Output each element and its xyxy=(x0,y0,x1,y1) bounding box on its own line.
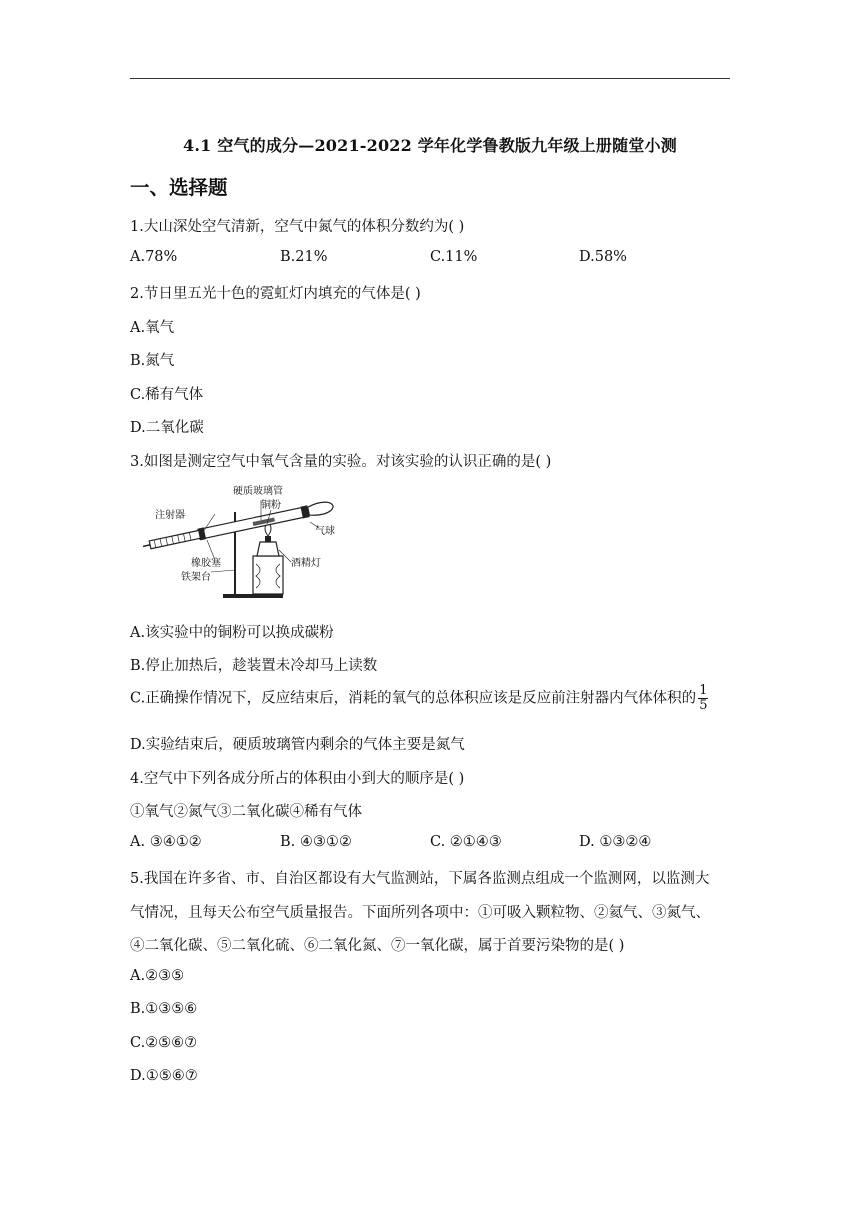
q4-option-b: B. ④③①② xyxy=(280,834,352,850)
balloon xyxy=(307,500,334,517)
q5-option-d: D.①⑤⑥⑦ xyxy=(130,1068,198,1084)
stopper-leader xyxy=(207,540,215,560)
label-tube: 硬质玻璃管 xyxy=(233,486,283,497)
stand-leader xyxy=(211,570,235,572)
q4-option-d: D. ①③②④ xyxy=(579,834,652,850)
question-5-stem-line-3: ④二氧化碳、⑤二氧化硫、⑥二氧化氮、⑦一氧化碳，属于首要污染物的是( ) xyxy=(130,938,625,954)
label-stopper: 橡胶塞 xyxy=(191,558,221,569)
q2-option-c: C.稀有气体 xyxy=(130,387,204,403)
q5-option-b: B.①③⑤⑥ xyxy=(130,1001,198,1017)
question-1-stem: 1.大山深处空气清新，空气中氮气的体积分数约为( ) xyxy=(130,219,465,235)
syringe-plunger xyxy=(143,545,150,548)
apparatus-figure xyxy=(143,484,353,602)
document-title: 4.1 空气的成分—2021-2022 学年化学鲁教版九年级上册随堂小测 xyxy=(183,136,677,155)
q1-option-a: A.78% xyxy=(130,249,178,265)
label-lamp: 酒精灯 xyxy=(291,558,321,569)
glass-tube-group xyxy=(143,500,334,553)
question-4-stem: 4.空气中下列各成分所占的体积由小到大的顺序是( ) xyxy=(130,771,465,787)
alcohol-lamp-wick xyxy=(265,536,271,542)
fraction-denominator: 5 xyxy=(699,698,708,713)
q3-option-a: A.该实验中的铜粉可以换成碳粉 xyxy=(130,625,334,641)
label-copper: 铜粉 xyxy=(261,500,281,511)
syringe-barrel xyxy=(149,530,202,549)
question-3-stem: 3.如图是测定空气中氧气含量的实验。对该实验的认识正确的是( ) xyxy=(130,454,552,470)
label-syringe: 注射器 xyxy=(155,510,185,521)
q3-option-d: D.实验结束后，硬质玻璃管内剩余的气体主要是氮气 xyxy=(130,737,465,753)
q1-option-c: C.11% xyxy=(430,249,478,265)
q5-option-a: A.②③⑤ xyxy=(130,968,185,984)
label-stand: 铁架台 xyxy=(181,572,211,583)
q3-option-c-fraction xyxy=(698,684,708,713)
q3-option-b: B.停止加热后，趁装置未冷却马上读数 xyxy=(130,658,378,674)
q1-option-b: B.21% xyxy=(280,249,328,265)
q4-option-c: C. ②①④③ xyxy=(430,834,502,850)
question-2-stem: 2.节日里五光十色的霓虹灯内填充的气体是( ) xyxy=(130,286,421,302)
question-5-stem-line-2: 气情况，且每天公布空气质量报告。下面所列各项中：①可吸入颗粒物、②氦气、③氮气、 xyxy=(130,905,710,921)
glass-tube xyxy=(198,507,308,540)
header-rule xyxy=(130,78,730,79)
q2-option-a: A.氧气 xyxy=(130,320,175,336)
q2-option-d: D.二氧化碳 xyxy=(130,420,204,436)
q5-option-c: C.②⑤⑥⑦ xyxy=(130,1035,198,1051)
alcohol-lamp-body xyxy=(257,542,279,556)
question-4-items: ①氧气②氮气③二氧化碳④稀有气体 xyxy=(130,804,362,820)
q2-option-b: B.氮气 xyxy=(130,353,175,369)
q4-option-a: A. ③④①② xyxy=(130,834,202,850)
section-heading: 一、选择题 xyxy=(130,176,228,199)
q1-option-d: D.58% xyxy=(579,249,627,265)
q3-option-c-text: C.正确操作情况下，反应结束后，消耗的氧气的总体积应该是反应前注射器内气体体积的 xyxy=(130,690,697,707)
fraction-numerator: 1 xyxy=(699,683,708,698)
q3-option-c xyxy=(130,684,708,713)
label-balloon: 气球 xyxy=(315,526,335,537)
question-5-stem-line-1: 5.我国在许多省、市、自治区都设有大气监测站，下属各监测点组成一个监测网，以监测大 xyxy=(130,871,710,887)
